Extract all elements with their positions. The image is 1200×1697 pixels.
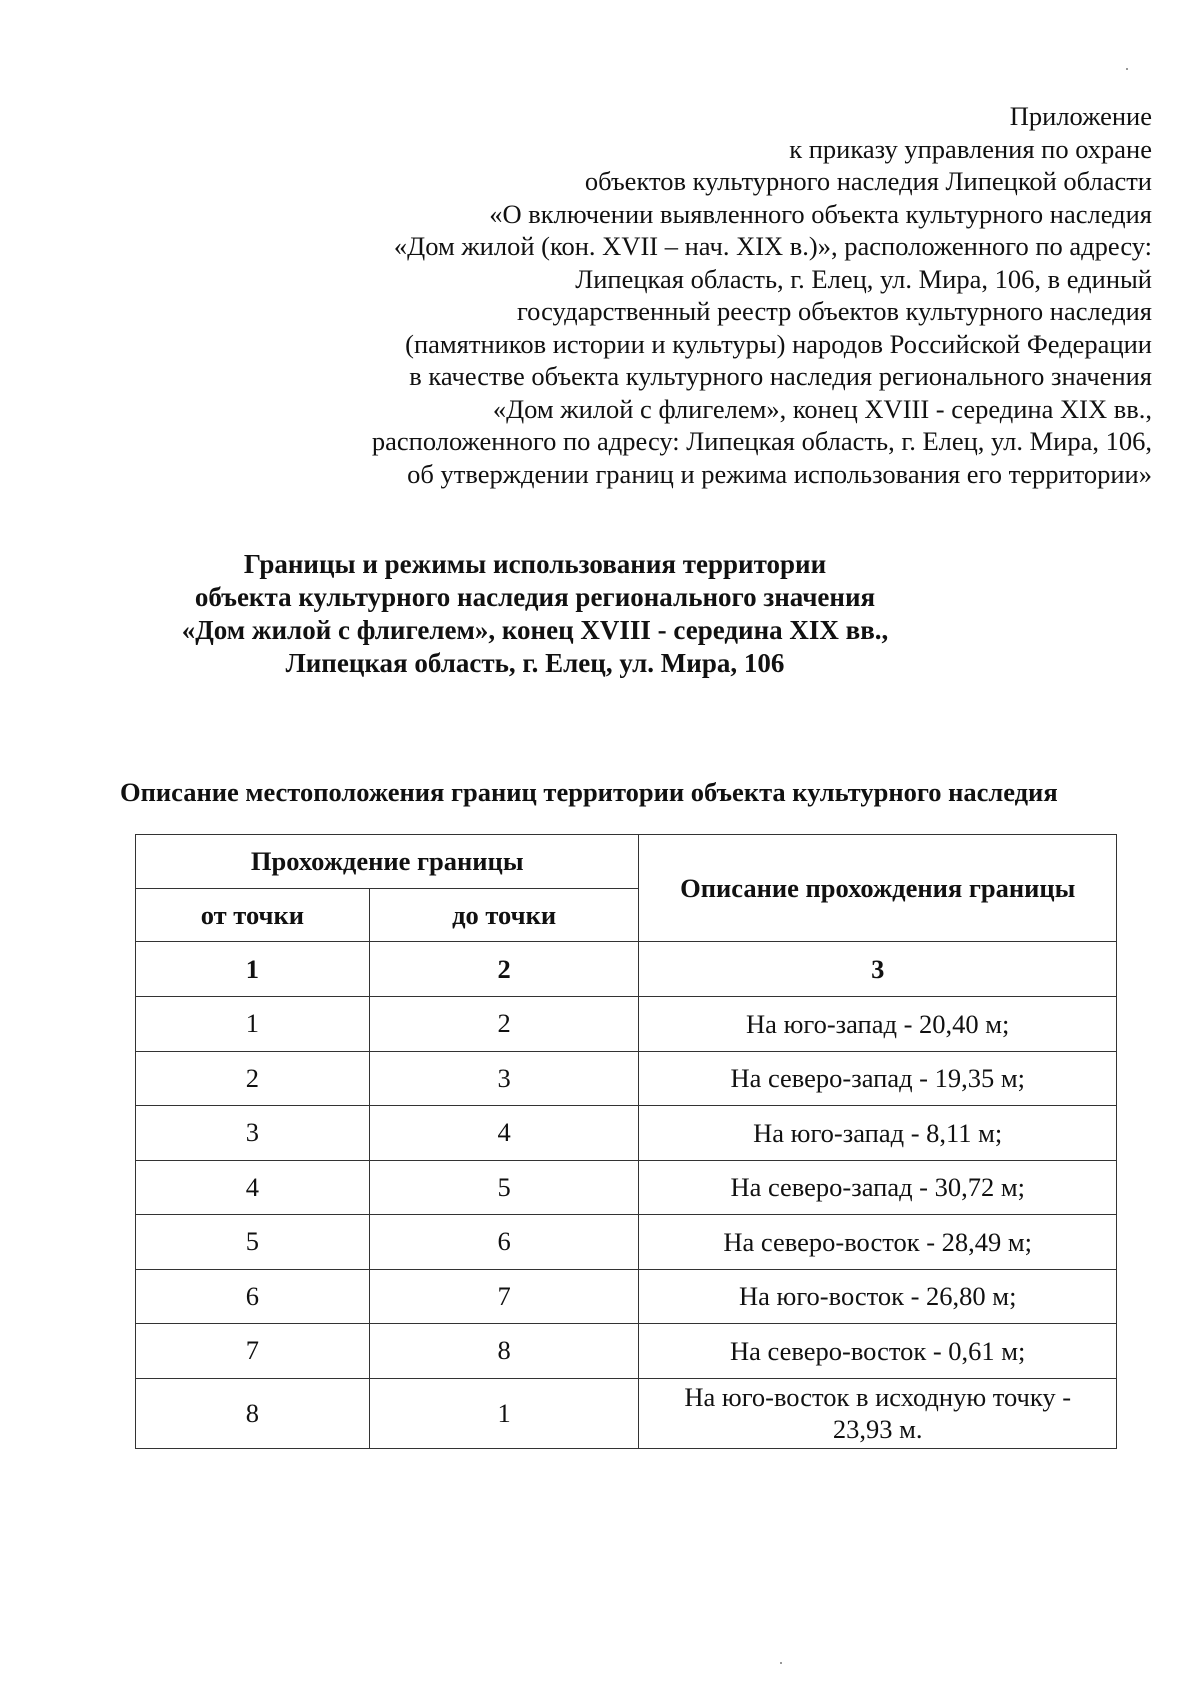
appendix-line: государственный реестр объектов культурного наследия	[516, 296, 1152, 326]
description-cell: На северо-восток - 28,49 м;	[639, 1215, 1117, 1270]
appendix-line: к приказу управления по охране	[789, 133, 1152, 164]
appendix-line: «О включении выявленного объекта культурного наследия	[489, 198, 1152, 229]
description-line: На юго-восток в исходную точку -	[684, 1382, 1072, 1412]
from-point-cell: 3	[136, 1106, 370, 1161]
description-cell: На юго-запад - 8,11 м;	[639, 1106, 1117, 1161]
description-header-cell: Описание прохождения границы	[639, 835, 1117, 942]
title-line: «Дом жилой с флигелем», конец XVIII - середина XIX вв.,	[181, 615, 889, 645]
to-point-header-cell: до точки	[369, 889, 639, 942]
document-title	[130, 548, 940, 680]
appendix-line: Приложение	[1009, 101, 1152, 131]
description-cell: На северо-восток - 0,61 м;	[639, 1324, 1117, 1379]
table-row	[136, 997, 1117, 1052]
boundary-table	[135, 834, 1117, 1449]
from-point-cell: 8	[136, 1378, 370, 1448]
column-number-cell: 2	[369, 942, 639, 997]
from-point-cell: 4	[136, 1160, 370, 1215]
table-row	[136, 1106, 1117, 1161]
appendix-line: об утверждении границ и режима использования его территории»	[407, 458, 1152, 489]
to-point-cell: 3	[369, 1051, 639, 1106]
description-cell: На северо-запад - 30,72 м;	[639, 1160, 1117, 1215]
appendix-header	[192, 100, 1152, 490]
table-row	[136, 1160, 1117, 1215]
scan-speck	[1126, 68, 1128, 70]
from-point-cell: 1	[136, 997, 370, 1052]
from-point-cell: 7	[136, 1324, 370, 1379]
to-point-cell: 5	[369, 1160, 639, 1215]
description-cell	[639, 1378, 1117, 1448]
title-line: объекта культурного наследия регионального значения	[194, 582, 876, 612]
appendix-line: Липецкая область, г. Елец, ул. Мира, 106, в единый	[575, 263, 1152, 294]
description-line: 23,93 м.	[832, 1414, 923, 1444]
from-point-cell: 2	[136, 1051, 370, 1106]
from-point-cell: 6	[136, 1269, 370, 1324]
table-row	[136, 1378, 1117, 1448]
appendix-line: «Дом жилой с флигелем», конец XVIII - середина XIX вв.,	[492, 393, 1152, 424]
description-cell: На северо-запад - 19,35 м;	[639, 1051, 1117, 1106]
table-row	[136, 1324, 1117, 1379]
scan-speck	[780, 1662, 782, 1664]
table-row	[136, 1269, 1117, 1324]
table-row	[136, 1051, 1117, 1106]
table-row	[136, 1215, 1117, 1270]
to-point-cell: 2	[369, 997, 639, 1052]
to-point-cell: 7	[369, 1269, 639, 1324]
to-point-cell: 1	[369, 1378, 639, 1448]
to-point-cell: 8	[369, 1324, 639, 1379]
column-number-cell: 3	[639, 942, 1117, 997]
appendix-line: в качестве объекта культурного наследия регионального значения	[409, 361, 1152, 391]
column-number-row	[136, 942, 1117, 997]
from-point-header-cell: от точки	[136, 889, 370, 942]
from-point-cell: 5	[136, 1215, 370, 1270]
to-point-cell: 6	[369, 1215, 639, 1270]
appendix-line: (памятников истории и культуры) народов Российской Федерации	[405, 328, 1152, 359]
column-number-cell: 1	[136, 942, 370, 997]
description-cell: На юго-запад - 20,40 м;	[639, 997, 1117, 1052]
appendix-line: расположенного по адресу: Липецкая область, г. Елец, ул. Мира, 106,	[371, 426, 1152, 456]
description-cell: На юго-восток - 26,80 м;	[639, 1269, 1117, 1324]
section-heading: Описание местоположения границ территории объекта культурного наследия	[120, 777, 1058, 807]
title-line: Липецкая область, г. Елец, ул. Мира, 106	[285, 648, 785, 678]
title-line: Границы и режимы использования территории	[243, 549, 827, 579]
appendix-line: объектов культурного наследия Липецкой области	[584, 166, 1152, 196]
to-point-cell: 4	[369, 1106, 639, 1161]
appendix-line: «Дом жилой (кон. XVII – нач. XIX в.)», расположенного по адресу:	[393, 231, 1152, 261]
table-header-row	[136, 835, 1117, 889]
group-header-cell: Прохождение границы	[136, 835, 639, 889]
